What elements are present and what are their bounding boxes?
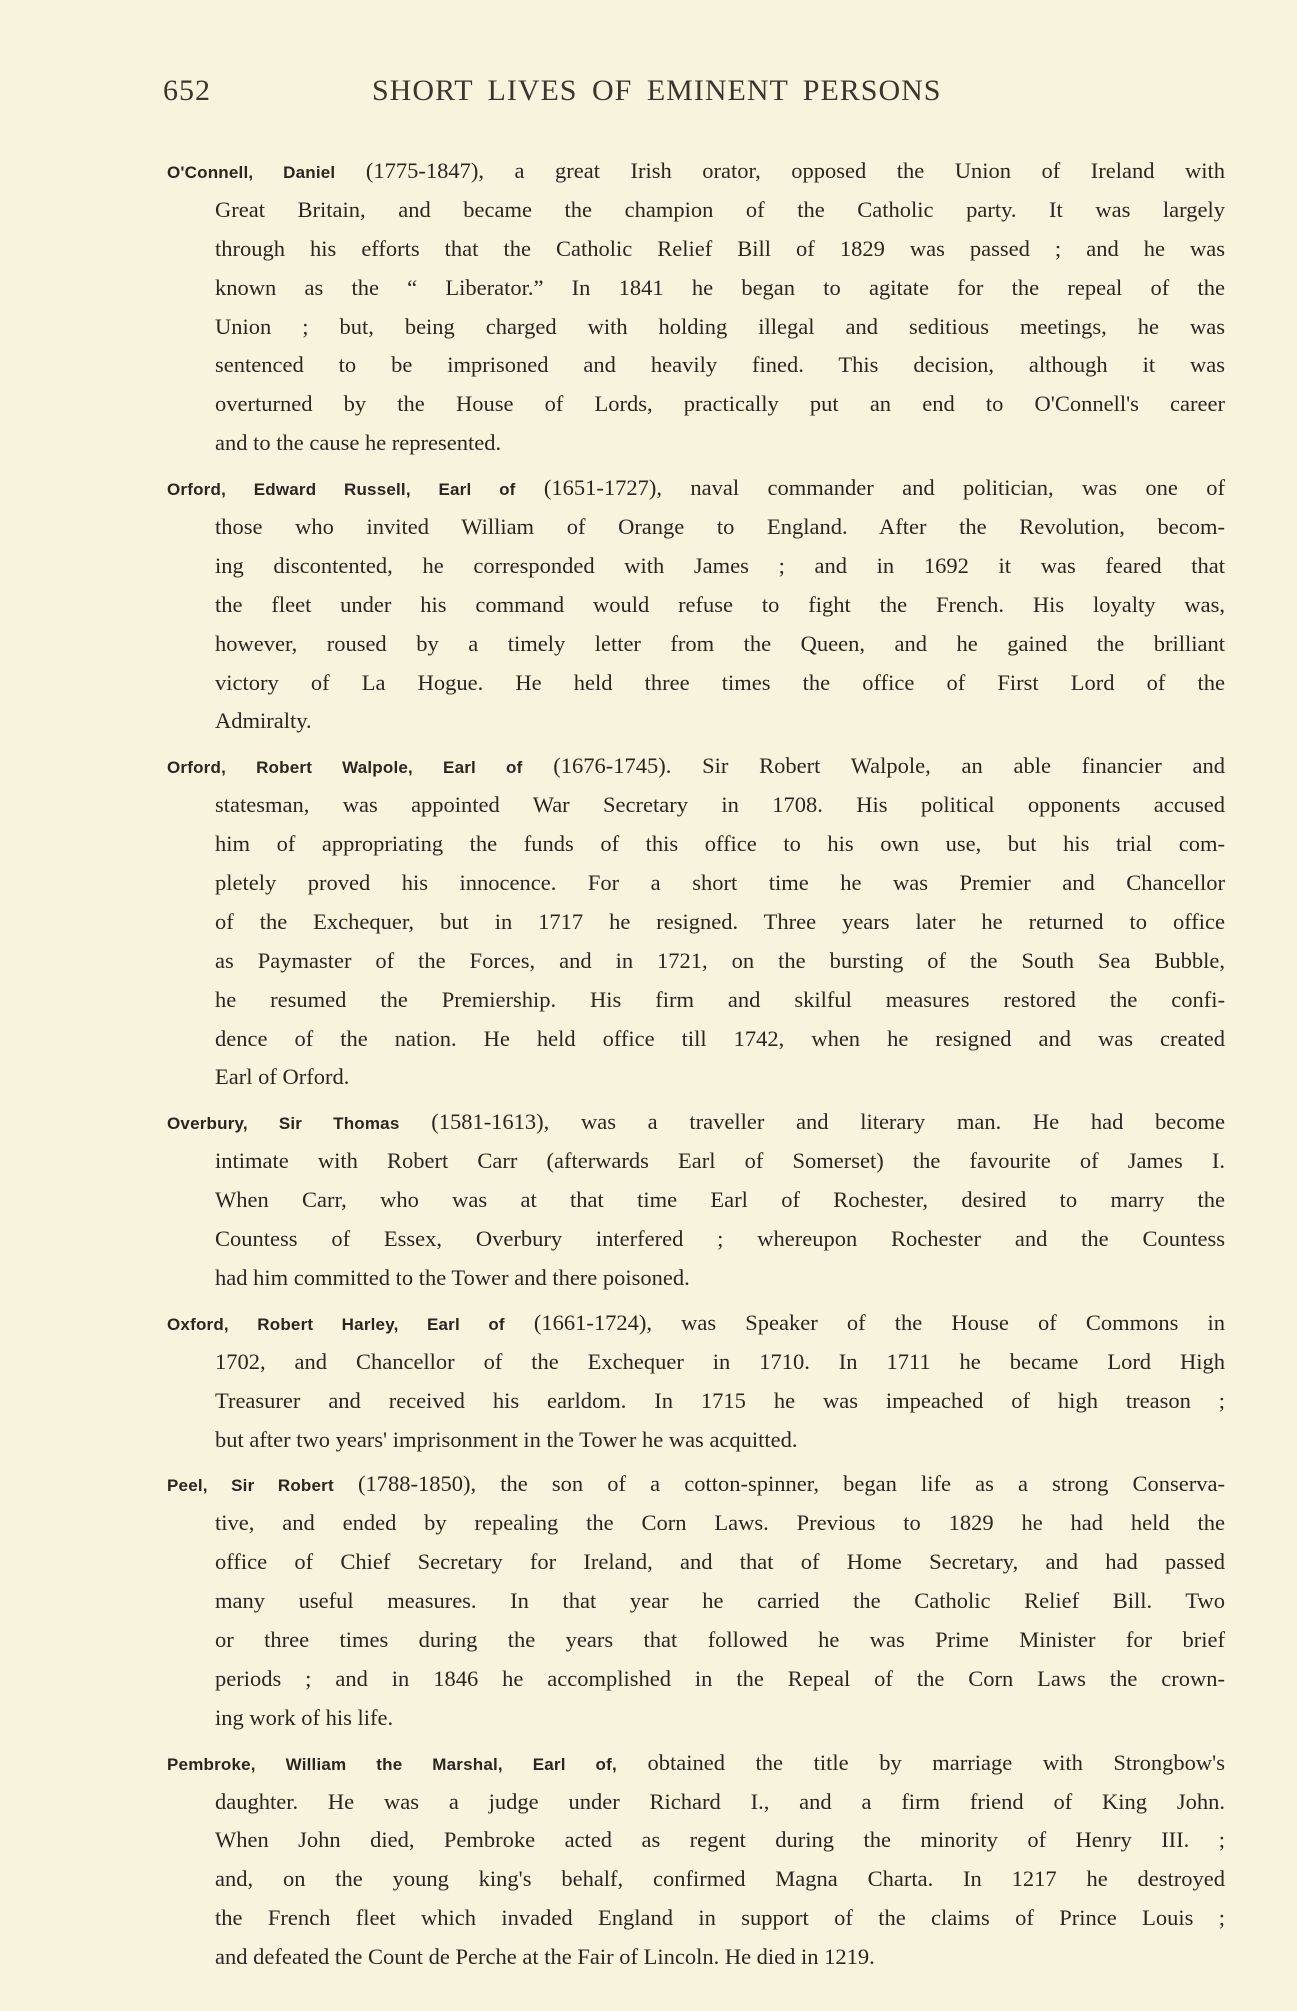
entry-name: Peel, Sir Robert	[167, 1476, 334, 1496]
biography-entry	[167, 1744, 1225, 1977]
biography-entry	[167, 152, 1225, 463]
entry-text-line: and, on the young king's behalf, confirmed Magna Charta. In 1217 he destroyed	[215, 1866, 1225, 1892]
entry-first-line	[167, 1744, 1225, 1783]
entry-text-line: but after two years' imprisonment in the Tower he was acquitted.	[215, 1426, 798, 1452]
entry-text-line: periods ; and in 1846 he accomplished in the Repeal of the Corn Laws the crown-	[215, 1665, 1225, 1691]
entry-text-line: Union ; but, being charged with holding illegal and seditious meetings, he was	[215, 313, 1225, 339]
entry-text-line: dence of the nation. He held office till 1742, when he resigned and was created	[215, 1025, 1225, 1051]
entry-first-line	[167, 469, 1225, 508]
entry-text-line: had him committed to the Tower and there poisoned.	[215, 1264, 690, 1290]
entry-text-line: him of appropriating the funds of this office to his own use, but his trial com-	[215, 831, 1225, 857]
entry-text: (1676-1745). Sir Robert Walpole, an able financier and	[522, 753, 1225, 779]
entry-text: (1581-1613), was a traveller and literary man. He had become	[399, 1109, 1225, 1135]
entry-first-line	[167, 747, 1225, 786]
biography-entry	[167, 469, 1225, 741]
entry-text: (1775-1847), a great Irish orator, opposed the Union of Ireland with	[335, 158, 1225, 183]
entry-name: Oxford, Robert Harley, Earl of	[167, 1314, 505, 1334]
entry-text-line: Admiralty.	[215, 708, 312, 734]
entry-text-line: as Paymaster of the Forces, and in 1721, on the bursting of the South Sea Bubble,	[215, 947, 1225, 973]
entry-text-line: many useful measures. In that year he carried the Catholic Relief Bill. Two	[215, 1588, 1225, 1614]
entry-text: (1661-1724), was Speaker of the House of Commons in	[504, 1309, 1225, 1335]
entry-text-line: overturned by the House of Lords, practically put an end to O'Connell's career	[215, 391, 1225, 417]
entry-text-line: ing discontented, he corresponded with James ; and in 1692 it was feared that	[215, 552, 1225, 578]
entry-text-line: those who invited William of Orange to England. After the Revolution, becom-	[215, 514, 1225, 540]
entry-first-line	[167, 1103, 1225, 1142]
entry-first-line	[167, 1465, 1225, 1504]
biography-entry	[167, 747, 1225, 1097]
entry-text-line: of the Exchequer, but in 1717 he resigned. Three years later he returned to office	[215, 908, 1225, 934]
entry-text-line: office of Chief Secretary for Ireland, and that of Home Secretary, and had passed	[215, 1549, 1225, 1575]
entry-text-line: sentenced to be imprisoned and heavily fined. This decision, although it was	[215, 352, 1225, 378]
entry-text-line: statesman, was appointed War Secretary in 1708. His political opponents accused	[215, 792, 1225, 818]
entry-text-line: When John died, Pembroke acted as regent during the minority of Henry III. ;	[215, 1827, 1225, 1853]
entry-text-line: the fleet under his command would refuse to fight the French. His loyalty was,	[215, 591, 1225, 617]
entry-text-line: When Carr, who was at that time Earl of Rochester, desired to marry the	[215, 1187, 1225, 1213]
entry-text-line: Treasurer and received his earldom. In 1715 he was impeached of high treason ;	[215, 1387, 1225, 1413]
entry-text-line: the French fleet which invaded England in support of the claims of Prince Louis ;	[215, 1905, 1225, 1931]
entry-text-line: victory of La Hogue. He held three times the office of First Lord of the	[215, 669, 1225, 695]
entry-name: Pembroke, William the Marshal, Earl of,	[167, 1754, 617, 1774]
entry-name: Overbury, Sir Thomas	[167, 1114, 400, 1134]
entry-text-line: and to the cause he represented.	[215, 430, 502, 456]
entry-text: obtained the title by marriage with Strongbow's	[616, 1749, 1225, 1775]
entry-text-line: or three times during the years that followed he was Prime Minister for brief	[215, 1626, 1225, 1652]
page-number: 652	[163, 74, 211, 107]
entry-text-line: known as the “ Liberator.” In 1841 he began to agitate for the repeal of the	[215, 274, 1225, 300]
entry-name: Orford, Edward Russell, Earl of	[167, 480, 516, 500]
entry-first-line	[167, 152, 1225, 191]
running-title: SHORT LIVES OF EMINENT PERSONS	[372, 74, 942, 107]
entry-text: (1651-1727), naval commander and politician, was one of	[515, 475, 1225, 501]
entry-text-line: 1702, and Chancellor of the Exchequer in 1710. In 1711 he became Lord High	[215, 1348, 1225, 1374]
entry-text-line: intimate with Robert Carr (afterwards Earl of Somerset) the favourite of James I.	[215, 1148, 1225, 1174]
biography-entry	[167, 1465, 1225, 1737]
entry-text: (1788-1850), the son of a cotton-spinner, began life as a strong Conserva-	[333, 1471, 1225, 1497]
biography-entry	[167, 1304, 1225, 1460]
biography-entries	[167, 152, 1225, 1983]
entry-text-line: tive, and ended by repealing the Corn Laws. Previous to 1829 he had held the	[215, 1510, 1225, 1536]
entry-text-line: ing work of his life.	[215, 1704, 394, 1730]
entry-text-line: Great Britain, and became the champion of the Catholic party. It was largely	[215, 196, 1225, 222]
entry-name: Orford, Robert Walpole, Earl of	[167, 758, 523, 778]
biography-entry	[167, 1103, 1225, 1297]
entry-text-line: and defeated the Count de Perche at the Fair of Lincoln. He died in 1219.	[215, 1944, 875, 1970]
entry-text-line: daughter. He was a judge under Richard I., and a firm friend of King John.	[215, 1788, 1225, 1814]
entry-text-line: however, roused by a timely letter from the Queen, and he gained the brilliant	[215, 630, 1225, 656]
entry-first-line	[167, 1304, 1225, 1343]
entry-text-line: Earl of Orford.	[215, 1064, 350, 1090]
entry-text-line: through his efforts that the Catholic Relief Bill of 1829 was passed ; and he was	[215, 235, 1225, 261]
entry-text-line: pletely proved his innocence. For a short time he was Premier and Chancellor	[215, 870, 1225, 896]
entry-name: O'Connell, Daniel	[167, 163, 336, 182]
entry-text-line: Countess of Essex, Overbury interfered ; whereupon Rochester and the Countess	[215, 1226, 1225, 1252]
entry-text-line: he resumed the Premiership. His firm and skilful measures restored the confi-	[215, 986, 1225, 1012]
